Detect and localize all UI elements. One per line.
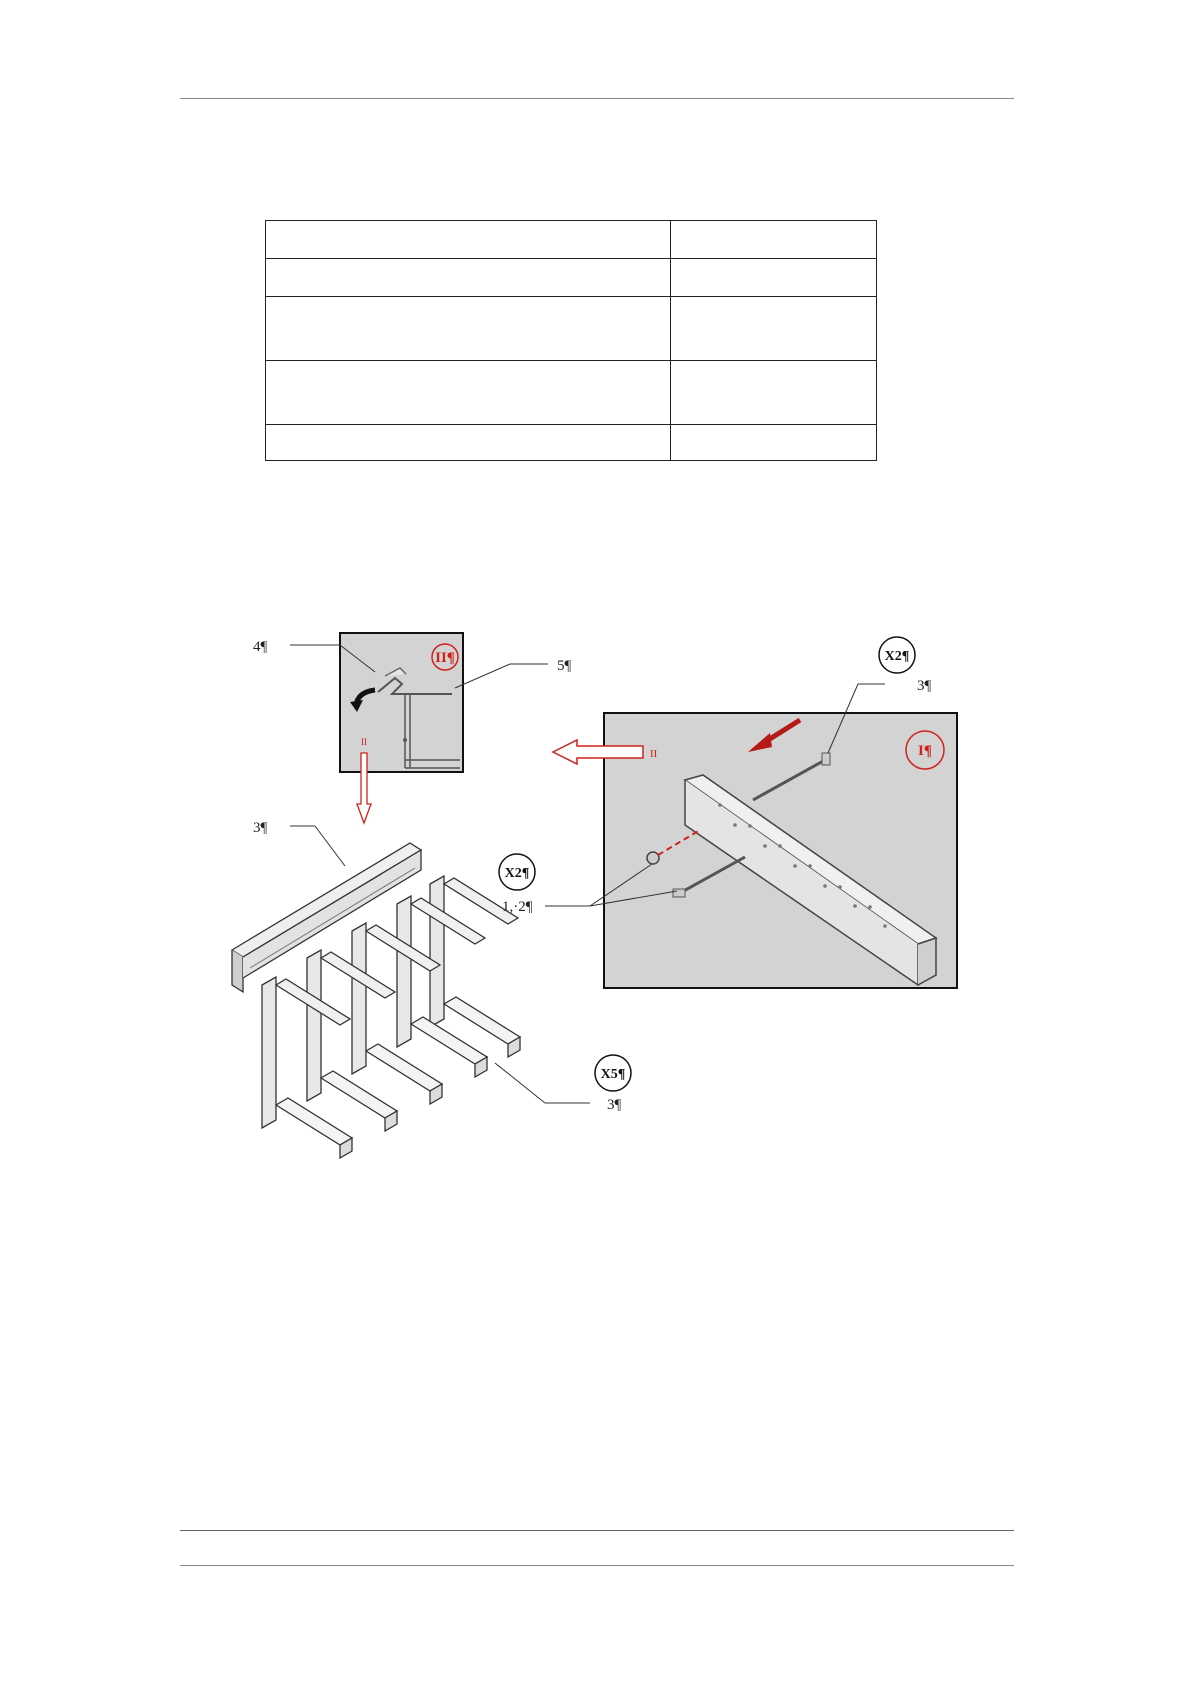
rail-assembly bbox=[232, 843, 520, 1158]
bolt-qty-marker bbox=[879, 637, 915, 673]
callout-main-rail: 3¶ bbox=[253, 820, 268, 836]
bolt-qty-label: X2¶ bbox=[884, 649, 910, 664]
footer-rule-bottom bbox=[180, 1565, 1014, 1566]
callout-bracket: 4¶ bbox=[253, 639, 268, 655]
rails-qty-marker bbox=[595, 1055, 631, 1091]
footer-rule-top bbox=[180, 1530, 1014, 1531]
view-two-label: II¶ bbox=[435, 650, 455, 666]
arrow-down-tag: II bbox=[361, 737, 367, 747]
rails-qty-label: X5¶ bbox=[600, 1067, 626, 1082]
nut-qty-marker bbox=[499, 854, 535, 890]
callout-nut: 1,·2¶ bbox=[502, 899, 533, 915]
callout-rails: 3¶ bbox=[607, 1097, 622, 1113]
callout-bolt: 3¶ bbox=[917, 678, 932, 694]
view-one-label: I¶ bbox=[918, 743, 932, 759]
nut-qty-label: X2¶ bbox=[504, 866, 530, 881]
callout-clip: 5¶ bbox=[557, 658, 572, 674]
arrow-left-tag: II bbox=[650, 748, 658, 760]
